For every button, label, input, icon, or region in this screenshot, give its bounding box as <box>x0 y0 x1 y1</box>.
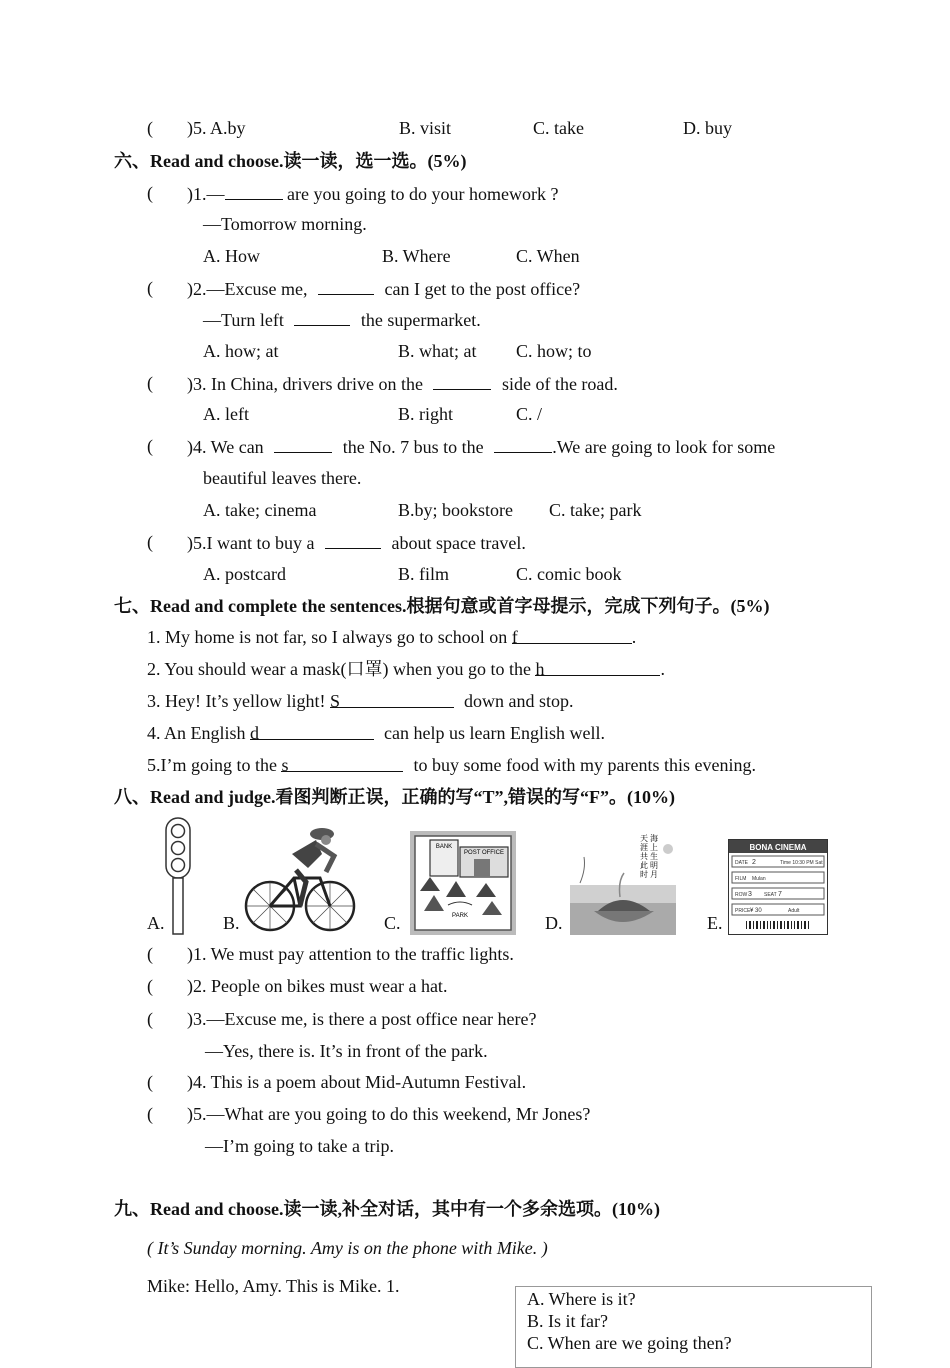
question-text: )4. We can <box>187 437 264 457</box>
picture-label-a: A. <box>147 913 165 933</box>
poem-line-2: 天涯共此时 <box>640 834 648 879</box>
option-c: C. how; to <box>516 341 592 361</box>
question-text: about space travel. <box>391 533 526 553</box>
option-b: B. film <box>398 564 450 584</box>
question-text: )4. This is a poem about Mid-Autumn Festival. <box>187 1072 527 1092</box>
question-text: )3. In China, drivers drive on the <box>187 374 423 394</box>
sentence-text: down and stop. <box>463 691 574 711</box>
traffic-light-picture <box>162 816 194 936</box>
ticket-time-value: Time 10:30 PM Sat <box>780 860 823 866</box>
option-a: A. left <box>203 404 249 424</box>
blank[interactable] <box>494 435 552 453</box>
ticket-date-value: 2 <box>752 859 756 866</box>
sentence-text: 3. Hey! It’s yellow light! <box>147 691 330 711</box>
option-b: B. right <box>398 404 454 424</box>
ticket-seat-label: SEAT <box>764 892 777 898</box>
cinema-ticket-picture <box>728 839 828 935</box>
option-a: A. postcard <box>203 564 286 584</box>
s6-q2-options <box>203 340 592 362</box>
poem-line-1: 海上生明月 <box>650 834 658 879</box>
section-7-heading: 七、Read and complete the sentences.根据句意或首字母提示，完成下列句子。(5%) <box>114 596 770 616</box>
initial-letter: s <box>281 755 289 775</box>
s6-q5-options <box>203 563 622 585</box>
sentence-text: can help us learn English well. <box>384 723 605 743</box>
question-text: )5.—What are you going to do this weekend, Mr Jones? <box>187 1104 591 1124</box>
s8-question-5 <box>147 1103 591 1125</box>
option-d: D. buy <box>683 118 732 138</box>
answer-paren[interactable]: ( <box>147 436 153 456</box>
ticket-title: BONA CINEMA <box>749 843 807 852</box>
option-c: C. take; park <box>549 500 642 520</box>
picture-label-d: D. <box>545 913 563 933</box>
option-b: B. Is it far? <box>527 1311 608 1331</box>
s7-sentence-1 <box>147 626 636 648</box>
question-text: .We are going to look for some <box>552 437 776 457</box>
option-a: A. Where is it? <box>527 1289 636 1309</box>
answer-paren[interactable]: ( <box>147 118 153 138</box>
picture-label-e: E. <box>707 913 723 933</box>
stamp-park-text: PARK <box>452 913 468 919</box>
answer-paren[interactable]: ( <box>147 1009 153 1029</box>
sentence-text: . <box>660 659 665 679</box>
ticket-date-label: DATE <box>735 860 748 866</box>
option-b: B. visit <box>399 118 452 138</box>
s7-sentence-4 <box>147 722 605 744</box>
blank[interactable] <box>325 531 381 549</box>
s8-q3-reply: —Yes, there is. It’s in front of the park. <box>205 1041 488 1061</box>
post-office-stamp-picture <box>410 831 516 935</box>
option-a: A. how; at <box>203 341 279 361</box>
blank[interactable] <box>225 182 283 200</box>
answer-paren[interactable]: ( <box>147 183 153 203</box>
s8-question-3 <box>147 1008 537 1030</box>
sentence-text: 5.I’m going to the <box>147 755 282 775</box>
sentence-text: 1. My home is not far, so I always go to school on <box>147 627 512 647</box>
sentence-text: . <box>631 627 637 647</box>
section-9-heading: 九、Read and choose.读一读,补全对话，其中有一个多余选项。(10%) <box>114 1199 661 1219</box>
question-stem: )5. A.by <box>187 118 246 138</box>
s9-scene-description: ( It’s Sunday morning. Amy is on the phone with Mike. ) <box>147 1238 548 1258</box>
s6-question-2 <box>147 277 581 299</box>
s7-sentence-3 <box>147 690 573 712</box>
question-text: )5.I want to buy a <box>187 533 315 553</box>
sentence-text: 2. You should wear a mask(口罩) when you go to the <box>147 659 536 679</box>
s6-question-4 <box>147 435 776 457</box>
ticket-price-label: PRICE <box>735 908 751 914</box>
section-8-heading: 八、Read and judge.看图判断正误，正确的写“T”,错误的写“F”。(10%) <box>114 787 676 807</box>
s8-question-4 <box>147 1071 527 1093</box>
sentence-text: to buy some food with my parents this evening. <box>413 755 756 775</box>
initial-letter: f <box>511 627 518 647</box>
s6-q1-options <box>203 245 580 267</box>
fill-blank[interactable] <box>511 626 632 647</box>
answer-paren[interactable]: ( <box>147 1072 153 1092</box>
option-a: A. How <box>203 246 260 266</box>
ticket-row-value: 3 <box>748 891 752 898</box>
fill-blank[interactable] <box>535 658 660 679</box>
question-text: )1.— <box>187 184 225 204</box>
question-text: )2. People on bikes must wear a hat. <box>187 976 448 996</box>
s6-question-5 <box>147 531 526 553</box>
blank[interactable] <box>294 308 350 326</box>
picture-label-c: C. <box>384 913 401 933</box>
picture-label-b: B. <box>223 913 240 933</box>
initial-letter: S <box>329 691 340 711</box>
s7-sentence-2 <box>147 658 665 680</box>
s9-options-box <box>515 1286 872 1368</box>
option-b: B. what; at <box>398 341 477 361</box>
initial-letter: h <box>535 659 545 679</box>
s6-question-1 <box>147 182 559 204</box>
option-c: C. / <box>516 404 543 424</box>
question-text: the No. 7 bus to the <box>342 437 484 457</box>
s9-dialogue-line-1: Mike: Hello, Amy. This is Mike. 1. <box>147 1276 400 1296</box>
reply-text: —Turn left <box>203 310 284 330</box>
cyclist-picture <box>244 826 356 936</box>
option-c: C. When <box>516 246 580 266</box>
reply-text: the supermarket. <box>360 310 481 330</box>
answer-paren[interactable]: ( <box>147 532 153 552</box>
question-text: )2.—Excuse me, <box>187 279 308 299</box>
blank[interactable] <box>433 372 491 390</box>
option-c: C. When are we going then? <box>527 1333 732 1353</box>
option-a: A. take; cinema <box>203 500 317 520</box>
answer-paren[interactable]: ( <box>147 278 153 298</box>
s8-q5-reply: —I’m going to take a trip. <box>205 1136 394 1156</box>
ticket-price-value: ¥ 30 <box>750 908 762 914</box>
s6-q4-continuation: beautiful leaves there. <box>203 468 362 488</box>
stamp-bank-text: BANK <box>435 844 453 850</box>
option-b: B. Where <box>382 246 451 266</box>
answer-paren[interactable]: ( <box>147 373 153 393</box>
ticket-row-label: ROW <box>735 892 748 898</box>
s8-question-2 <box>147 975 448 997</box>
moon-poem-picture <box>570 833 676 935</box>
question-text: )1. We must pay attention to the traffic lights. <box>187 944 514 964</box>
question-text: )3.—Excuse me, is there a post office near here? <box>187 1009 537 1029</box>
answer-paren[interactable]: ( <box>147 1104 153 1124</box>
fill-blank[interactable] <box>329 690 454 711</box>
fill-blank[interactable] <box>250 722 374 743</box>
ticket-type-value: Adult <box>788 908 800 914</box>
s6-q4-options <box>203 499 642 521</box>
ticket-seat-value: 7 <box>778 891 782 898</box>
option-c: C. comic book <box>516 564 622 584</box>
ticket-film-value: Mulan <box>752 876 766 882</box>
stamp-post-office-text: POST OFFICE <box>464 850 504 856</box>
blank[interactable] <box>318 277 374 295</box>
option-b: B.by; bookstore <box>398 500 513 520</box>
answer-paren[interactable]: ( <box>147 976 153 996</box>
question-text: are you going to do your homework ? <box>282 184 559 204</box>
answer-paren[interactable]: ( <box>147 944 153 964</box>
s8-question-1 <box>147 943 514 965</box>
option-c: C. take <box>533 118 584 138</box>
s6-q3-options <box>203 403 543 425</box>
s6-q1-reply: —Tomorrow morning. <box>203 214 367 234</box>
question-text: side of the road. <box>501 374 618 394</box>
ticket-film-label: FILM <box>735 876 747 882</box>
s7-sentence-5 <box>147 754 756 776</box>
section-6-heading: 六、Read and choose.读一读，选一选。(5%) <box>114 151 467 171</box>
fill-blank[interactable] <box>281 754 403 775</box>
question-text: can I get to the post office? <box>384 279 581 299</box>
s6-question-3 <box>147 372 618 394</box>
blank[interactable] <box>274 435 332 453</box>
prev-question-5 <box>147 117 732 139</box>
sentence-text: 4. An English <box>147 723 251 743</box>
s6-q2-reply <box>203 308 481 331</box>
initial-letter: d <box>250 723 260 743</box>
